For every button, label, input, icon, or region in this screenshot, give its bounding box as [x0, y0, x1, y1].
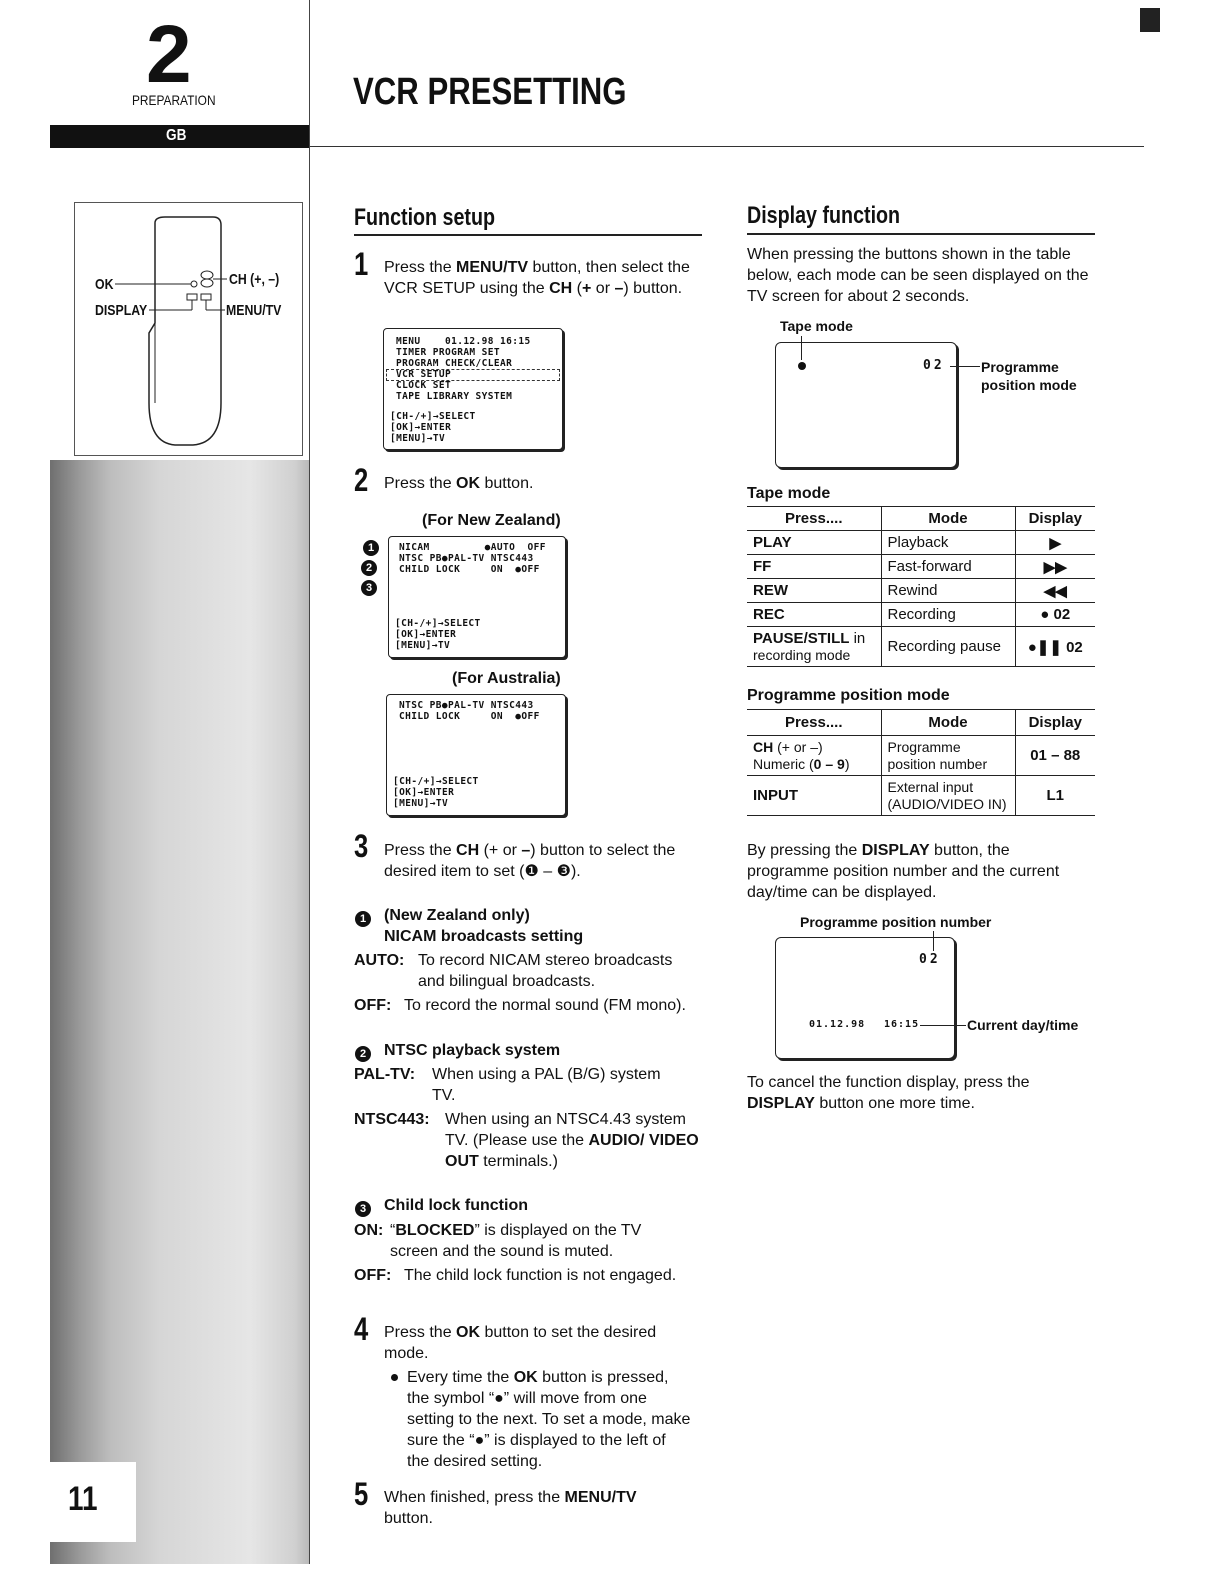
step-1-number: 1: [354, 246, 369, 282]
diagram2-current-label: Current day/time: [967, 1017, 1079, 1033]
step-2-text: Press the OK button.: [384, 475, 534, 492]
display-button-paragraph: By pressing the DISPLAY button, the programme position number and the current day/time can be displayed.: [747, 842, 1060, 901]
item-3-off-label: OFF:: [354, 1267, 392, 1284]
tape-press-cell: REW: [747, 579, 881, 603]
item-2-paltv-text: When using a PAL (B/G) system TV.: [432, 1066, 661, 1104]
item-3-badge: 3: [355, 1197, 371, 1217]
tape-mode-cell: Recording: [881, 603, 1015, 627]
tape-mode-cell: Rewind: [881, 579, 1015, 603]
step-5-number: 5: [354, 1476, 369, 1512]
display-intro: When pressing the buttons shown in the table below, each mode can be seen displayed on the TV screen for about 2 seconds.: [747, 246, 1089, 305]
prog-mode-cell: External input (AUDIO/VIDEO IN): [881, 776, 1015, 816]
item-3-title: Child lock function: [384, 1197, 528, 1214]
item-3-on-label: ON:: [354, 1222, 384, 1239]
table-row: [747, 579, 1095, 603]
step-1-text: Press the MENU/TV button, then select the VCR SETUP using the CH (+ or –) button.: [384, 259, 690, 297]
osd-menu-screen: [383, 328, 563, 450]
language-tab-label: GB: [166, 127, 187, 144]
function-setup-rule: [354, 234, 702, 236]
tape-mode-cell: Recording pause: [881, 627, 1015, 667]
item-3-off-text: The child lock function is not engaged.: [404, 1267, 677, 1284]
prog-display-cell: L1: [1015, 776, 1095, 816]
tape-press-cell: PAUSE/STILL in recording mode: [747, 627, 881, 667]
function-setup-title: Function setup: [354, 204, 496, 231]
remote-drawing: [75, 203, 302, 455]
tape-display-cell: ▶▶: [1015, 555, 1095, 579]
au-caption: (For Australia): [452, 670, 561, 687]
tape-mode-cell: Playback: [881, 531, 1015, 555]
step-5-text: When finished, press the MENU/TV button.: [384, 1489, 637, 1527]
item-3-on-text: “BLOCKED” is displayed on the TV screen and the sound is muted.: [390, 1222, 642, 1260]
prog-press-cell: CH (+ or –) Numeric (0 – 9): [747, 736, 881, 776]
page-title: VCR PRESETTING: [353, 71, 627, 113]
diagram-tape-mode-label: Tape mode: [780, 318, 853, 334]
programme-position-table: [747, 709, 1095, 816]
table-row: [747, 531, 1095, 555]
prog-header-press: Press....: [747, 710, 881, 736]
pos-mode-leader: [950, 366, 980, 367]
item-1-badge: 1: [355, 907, 371, 927]
nz-caption: (For New Zealand): [422, 512, 561, 529]
table-row: [747, 776, 1095, 816]
display-function-title: Display function: [747, 202, 901, 229]
tape-table-caption: Tape mode: [747, 485, 831, 502]
remote-ch-label: CH (+, –): [229, 271, 280, 288]
tape-display-cell: ● 02: [1015, 603, 1095, 627]
pos-number-leader: [933, 931, 934, 951]
prog-header-display: Display: [1015, 710, 1095, 736]
osd-menu-line-5: CLOCK SET: [396, 380, 452, 391]
table-row: [747, 736, 1095, 776]
step-2-number: 2: [354, 462, 369, 498]
tape-display-cell: ●❚❚ 02: [1015, 627, 1095, 667]
remote-diagram: [74, 202, 303, 456]
callout-1-badge: 1: [363, 536, 379, 556]
step-4-number: 4: [354, 1311, 369, 1347]
osd-au-screen: [386, 694, 566, 816]
cancel-paragraph: To cancel the function display, press the DISPLAY button one more time.: [747, 1074, 1030, 1112]
diagram2-pos-value: 02: [919, 952, 941, 967]
osd-nz-line-3: CHILD LOCK ON ●OFF: [399, 564, 540, 575]
prog-table-caption: Programme position mode: [747, 687, 950, 704]
osd-nz-line-4: [CH-/+]→SELECT: [395, 618, 481, 629]
prog-press-cell: INPUT: [747, 776, 881, 816]
left-divider: [309, 0, 310, 1564]
diagram2-time: 16:15: [884, 1019, 920, 1030]
tape-header-display: Display: [1015, 507, 1095, 531]
header-rule: [309, 146, 1144, 147]
prog-display-cell: 01 – 88: [1015, 736, 1095, 776]
osd-nz-line-1: NICAM ●AUTO OFF: [399, 542, 546, 553]
tape-display-cell: ◀◀: [1015, 579, 1095, 603]
item-1-auto-text: To record NICAM stereo broadcasts and bilingual broadcasts.: [418, 952, 673, 990]
item-2-ntsc-label: NTSC443:: [354, 1111, 430, 1128]
callout-2-badge: 2: [361, 556, 377, 576]
step-4-text: Press the OK button to set the desired mode.: [384, 1324, 657, 1362]
tape-press-cell: FF: [747, 555, 881, 579]
osd-nz-line-5: [OK]→ENTER: [395, 629, 457, 640]
chapter-number: 2: [146, 9, 192, 100]
osd-menu-line-1: MENU 01.12.98 16:15: [396, 336, 531, 347]
remote-display-label: DISPLAY: [95, 302, 148, 319]
osd-menu-line-8: [OK]→ENTER: [390, 422, 452, 433]
tape-mode-cell: Fast-forward: [881, 555, 1015, 579]
callout-3-badge: 3: [361, 576, 377, 596]
diagram2-pos-number-label: Programme position number: [800, 914, 992, 930]
osd-nz-line-2: NTSC PB●PAL-TV NTSC443: [399, 553, 534, 564]
step-4-bullet: Every time the OK button is pressed, the symbol “●” will move from one setting to the next. To set a mode, make sure the “●” is displayed to the left of the desired setting.: [407, 1369, 691, 1470]
osd-au-line-2: CHILD LOCK ON ●OFF: [399, 711, 540, 722]
tape-mode-leader: [801, 336, 802, 360]
item-2-ntsc-text: When using an NTSC4.43 system TV. (Please use the AUDIO/ VIDEO OUT terminals.): [445, 1111, 699, 1170]
osd-au-line-1: NTSC PB●PAL-TV NTSC443: [399, 700, 534, 711]
table-row: [747, 603, 1095, 627]
item-1-auto-label: AUTO:: [354, 952, 405, 969]
step-3-text: Press the CH (+ or –) button to select the desired item to set (❶ – ❸).: [384, 842, 676, 880]
osd-menu-line-9: [MENU]→TV: [390, 433, 446, 444]
tape-header-mode: Mode: [881, 507, 1015, 531]
tape-header-press: Press....: [747, 507, 881, 531]
current-time-leader: [920, 1025, 966, 1026]
page-number: 11: [68, 1480, 98, 1518]
item-1-off-text: To record the normal sound (FM mono).: [404, 997, 686, 1014]
table-row: [747, 627, 1095, 667]
prog-header-mode: Mode: [881, 710, 1015, 736]
osd-menu-line-4: VCR SETUP: [396, 369, 452, 380]
osd-menu-line-3: PROGRAM CHECK/CLEAR: [396, 358, 513, 369]
remote-ok-label: OK: [95, 276, 114, 293]
item-2-badge: 2: [355, 1042, 371, 1062]
tape-display-cell: ▶: [1015, 531, 1095, 555]
osd-nz-line-6: [MENU]→TV: [395, 640, 451, 651]
osd-au-line-5: [MENU]→TV: [393, 798, 449, 809]
osd-nz-screen: [388, 536, 566, 658]
item-1-title: (New Zealand only) NICAM broadcasts setting: [384, 907, 584, 945]
table-row: [747, 555, 1095, 579]
osd-menu-line-6: TAPE LIBRARY SYSTEM: [396, 391, 513, 402]
tape-press-cell: REC: [747, 603, 881, 627]
item-1-off-label: OFF:: [354, 997, 392, 1014]
osd-au-line-4: [OK]→ENTER: [393, 787, 455, 798]
osd-menu-line-7: [CH-/+]→SELECT: [390, 411, 476, 422]
corner-mark: [1140, 8, 1160, 32]
diagram1-pos-label: Programme position mode: [981, 359, 1077, 393]
osd-menu-line-2: TIMER PROGRAM SET: [396, 347, 501, 358]
step-3-number: 3: [354, 828, 369, 864]
item-2-paltv-label: PAL-TV:: [354, 1066, 416, 1083]
chapter-label: PREPARATION: [132, 92, 216, 108]
display-function-rule: [747, 233, 1095, 235]
tape-mode-table: [747, 506, 1095, 667]
osd-au-line-3: [CH-/+]→SELECT: [393, 776, 479, 787]
diagram2-date: 01.12.98: [809, 1019, 866, 1030]
bullet-dot: [391, 1374, 398, 1381]
tape-press-cell: PLAY: [747, 531, 881, 555]
tape-mode-dot: [798, 362, 806, 370]
item-2-title: NTSC playback system: [384, 1042, 561, 1059]
diagram1-pos-value: 02: [923, 358, 945, 373]
prog-mode-cell: Programme position number: [881, 736, 1015, 776]
remote-menutv-label: MENU/TV: [226, 302, 282, 319]
